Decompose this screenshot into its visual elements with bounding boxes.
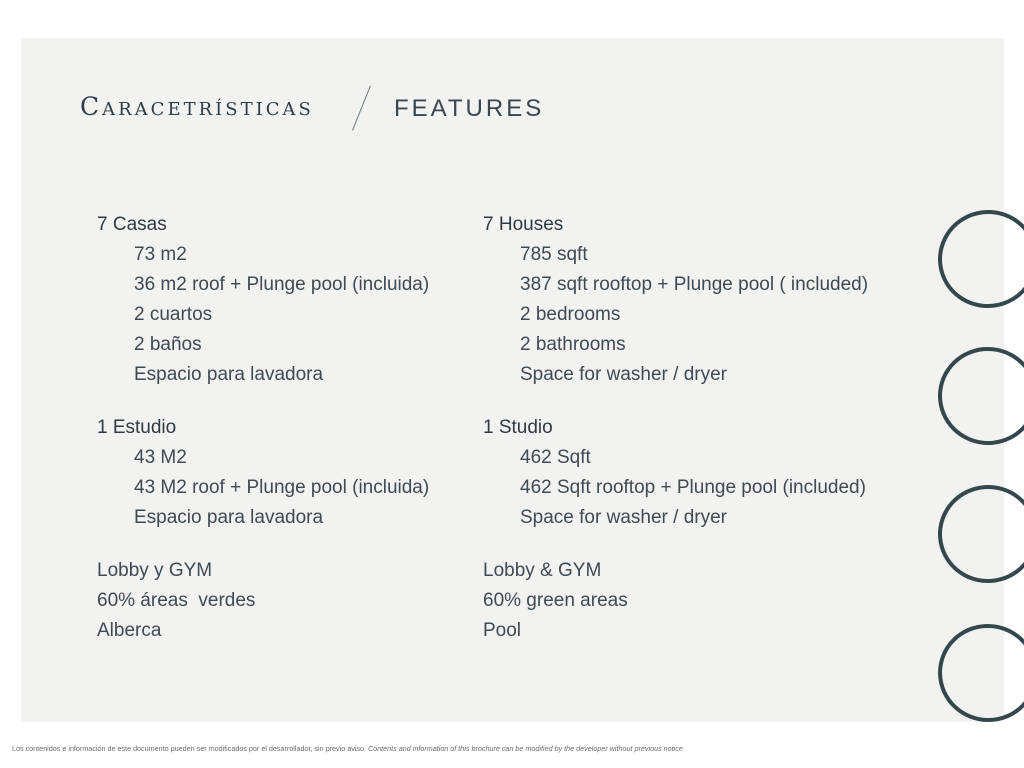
list-item: 43 M2 roof + Plunge pool (incluida) <box>134 477 430 498</box>
estudio-group <box>97 413 537 533</box>
casas-heading: 7 Casas <box>97 214 167 235</box>
estudio-heading: 1 Estudio <box>97 417 177 438</box>
circle-icon <box>933 342 1024 450</box>
studio-heading: 1 Studio <box>483 417 553 438</box>
list-item: 462 Sqft <box>520 447 591 468</box>
decorative-circles <box>934 200 1024 740</box>
english-column <box>483 210 923 669</box>
circle-icon <box>932 204 1024 315</box>
list-item: Pool <box>483 620 522 641</box>
studio-group <box>483 413 923 533</box>
circle-icon <box>935 482 1024 587</box>
list-item: Space for washer / dryer <box>520 507 727 528</box>
houses-heading: 7 Houses <box>483 214 564 235</box>
list-item: 462 Sqft rooftop + Plunge pool (included) <box>520 477 866 498</box>
list-item: 43 M2 <box>134 447 187 468</box>
list-item: Space for washer / dryer <box>520 364 727 385</box>
list-item: 73 m2 <box>134 244 187 265</box>
title-spanish: Caracetrísticas <box>80 92 314 121</box>
list-item: 387 sqft rooftop + Plunge pool ( included) <box>520 274 869 295</box>
list-item: Espacio para lavadora <box>134 507 324 528</box>
list-item: 2 bathrooms <box>520 334 626 355</box>
list-item: 2 baños <box>134 334 202 355</box>
disclaimer-spanish: Los contenidos e información de este documento pueden ser modificados por el desarrollador, sin previo aviso. <box>12 744 366 753</box>
houses-group <box>483 210 923 390</box>
list-item: 36 m2 roof + Plunge pool (incluida) <box>134 274 430 295</box>
list-item: Espacio para lavadora <box>134 364 324 385</box>
disclaimer-english: Contents and information of this brochure can be modified by the developer without previous notice <box>368 744 683 753</box>
list-item: 2 bedrooms <box>520 304 621 325</box>
list-item: Lobby y GYM <box>97 560 213 581</box>
casas-group <box>97 210 537 390</box>
amenities-group-es <box>97 556 537 646</box>
list-item: 60% áreas verdes <box>97 590 256 611</box>
list-item: Alberca <box>97 620 162 641</box>
list-item: 785 sqft <box>520 244 588 265</box>
list-item: 2 cuartos <box>134 304 213 325</box>
amenities-group-en <box>483 556 923 646</box>
circle-icon <box>930 616 1024 730</box>
spanish-column <box>97 210 537 669</box>
title-english: FEATURES <box>394 95 545 122</box>
list-item: Lobby & GYM <box>483 560 602 581</box>
list-item: 60% green areas <box>483 590 628 611</box>
disclaimer <box>12 744 683 753</box>
